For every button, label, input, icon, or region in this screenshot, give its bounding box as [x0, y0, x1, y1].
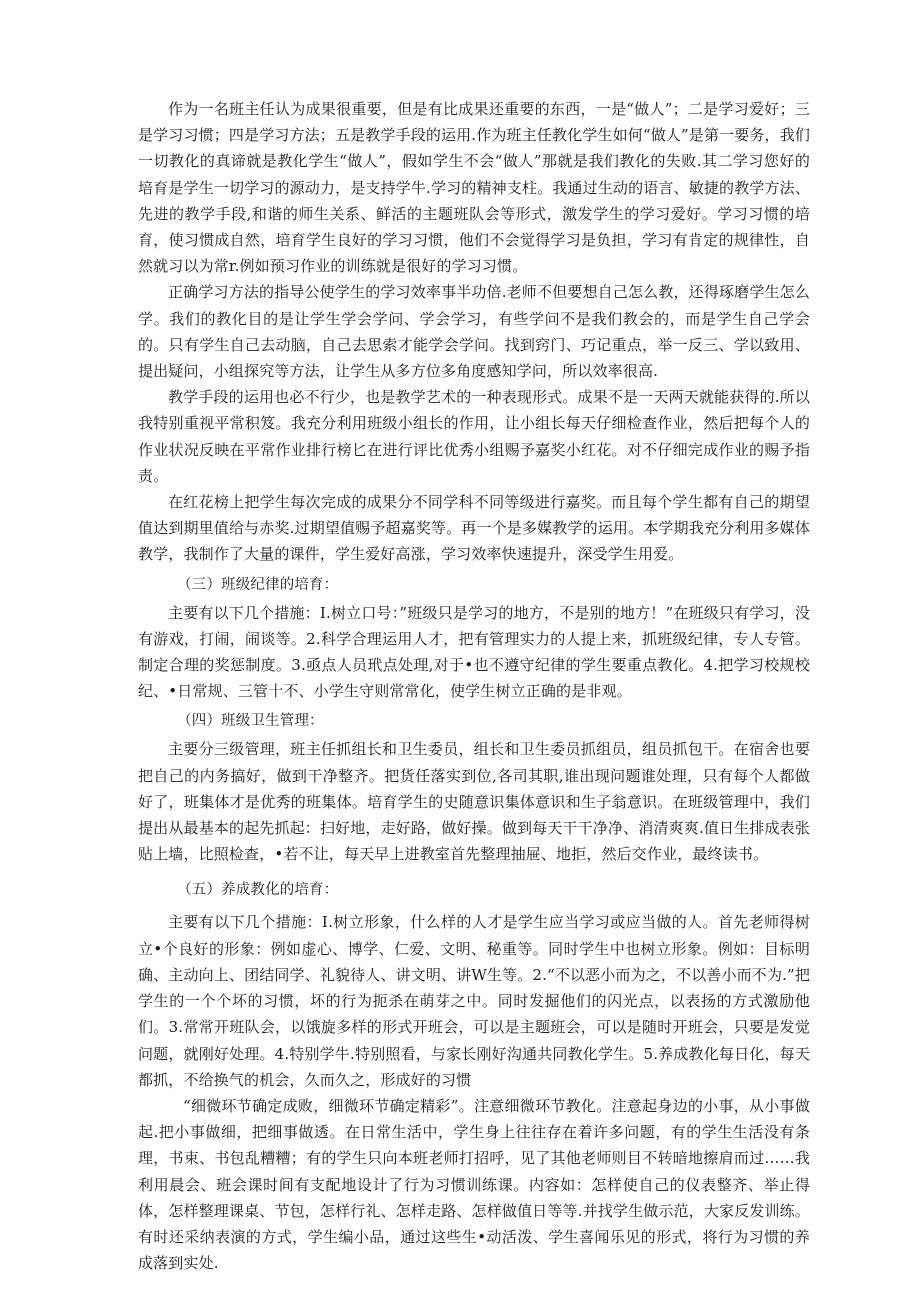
paragraph-hygiene: 主要分三级管理，班主任抓组长和卫生委员，组长和卫生委员抓组员，组员抓包干。在宿舍也要把自己的内务搞好，做到干净整齐。把货任落实到位,各司其职,谁出现问题谁处理，只有每个人都做好了，班集体才是优秀的班集体。培育学生的史随意识集体意识和生子翁意识。在班级管理中，我们提出从最基本的起先抓起：扫好地，走好路，做好操。做到每天干干净净、消清爽爽.值日生排成表张贴上墙，比照检查，•若不让，每天早上进教室首先整理抽屉、地拒，然后交作业，最终读书。 [138, 740, 810, 864]
document-body [138, 96, 810, 1276]
paragraph-intro: 作为一名班主任认为成果很重要，但是有比成果还重要的东西，一是“做人”；二是学习爱好；三是学习习惯；四是学习方法；五是教学手段的运用.作为班主任教化学生如何“做人”是第一要务，我们一切教化的真谛就是教化学生“做人”，假如学生不会“做人”那就是我们教化的失败.其二学习您好的培育是学生一切学习的源动力，是支持学牛.学习的精神支柱。我通过生动的语言、敏捷的教学方法、先进的教学手段,和谐的师生关系、鲜活的主题班队会等形式，激发学生的学习爱好。学习习惯的培育，使习惯成自然，培育学生良好的学习习惯，他们不会觉得学习是负担，学习有肯定的规律性，自然就习以为常r.例如预习作业的训练就是很好的学习习惯。 [138, 100, 811, 276]
section-heading-habits: （五）养成教化的培育： [177, 882, 339, 899]
paragraph-learning-methods: 正确学习方法的指导公使学生的学习效率事半功倍.老师不但要想自己怎么教，还得琢磨学生怎么学。我们的教化目的是让学生学会学问、学会学习，有些学问不是我们教会的，而是学生自己学会的。只有学生自己去动脑，自己去思索才能学会学问。找到窍门、巧记重点，举一反三、学以致用、提出疑问，小组探究等方法，让学生从多方位多角度感知学问，所以效率很高. [138, 283, 810, 381]
paragraph-teaching-means: 教学手段的运用也必不行少，也是教学艺术的一种表现形式。成果不是一天两天就能获得的.所以我特别重视平常积笈。我充分利用班级小组长的作用，让小组长每天仔细检查作业，然后把每个人的作业状况反映在平常作业排行榜匕在进行评比优秀小组赐予嘉奖小红花。对不仔细完成作业的赐予指责。 [138, 388, 810, 485]
paragraph-discipline: 主要有以下几个措施：Ⅰ.树立口号：”班级只是学习的地方，不是别的地方！”在班级只有学习，没有游戏，打闹，闹谈等。2.科学合理运用人才，把有管理实力的人提上来，抓班级纪律，专人专管。制定合理的奖惩制度。3.亟点人员玳点处理,对于•也不遵守纪律的学生要重点教化。4.把学习校规校纪、•日常规、三管十不、小学生守则常常化，使学生树立正确的是非观。 [138, 603, 810, 701]
section-heading-hygiene: （四）班级卫生管理： [177, 713, 324, 730]
paragraph-details-quote: “细微环节确定成败，细微环节确定精彩”。注意细微环节教化。注意起身边的小事，从小事做起.把小事做细，把细事做透。在日常生活中，学生身上往往存在着许多问题，有的学生生活没有条理，书束、书包乱糟糟；有的学生只向本班老师打招呼，见了其他老师则目不转暗地擦肩而过……我利用晨会、班会课时间有支配地设计了行为习惯训练课。内容如：怎样使自己的仪表整齐、举止得体，怎样整理课桌、节包，怎样行礼、怎样走路、怎样做值日等等.并找学生做示范，大家反发训练。有时还采纳表演的方式，学生编小品，通过这些生•动活泼、学生喜闻乐见的形式，将行为习惯的养成落到实处. [138, 1096, 810, 1273]
paragraph-habits: 主要有以下几个措施：Ⅰ.树立形象，什么样的人才是学生应当学习或应当做的人。首先老师得树立•个良好的形象：例如虚心、博学、仁爱、文明、秘重等。同时学生中也树立形象。例如：目标明确、主动向上、团结同学、礼貌待人、讲文明、讲W生等。2.“不以恶小而为之，不以善小而不为.”把学生的一个个坏的习惯，坏的行为扼杀在萌芽之中。同时发掘他们的闪光点，以表扬的方式激励他们。3.常常开班队会，以饿旋多样的形式开班会，可以是主题班会，可以是随时开班会，只要是发觉问题，就刚好处理。4.特别学牛.特别照看，与家长刚好沟通共同教化学生。5.养成教化每日化，每天都抓，不给换气的机会，久而久之，形成好的习惯 [138, 913, 810, 1089]
paragraph-red-flower-board: 在红花榜上把学生每次完成的成果分不同学科不同等级进行嘉奖。而且每个学生都有自己的期望值达到期里值给与赤奖.过期望值赐予超嘉奖等。再一个是多媒教学的运用。本学期我充分利用多媒体教学，我制作了大量的课件，学生爱好高涨，学习效率快速提升，深受学生用爱。 [138, 493, 810, 564]
section-heading-discipline: （三）班级纪律的培育： [177, 576, 339, 593]
